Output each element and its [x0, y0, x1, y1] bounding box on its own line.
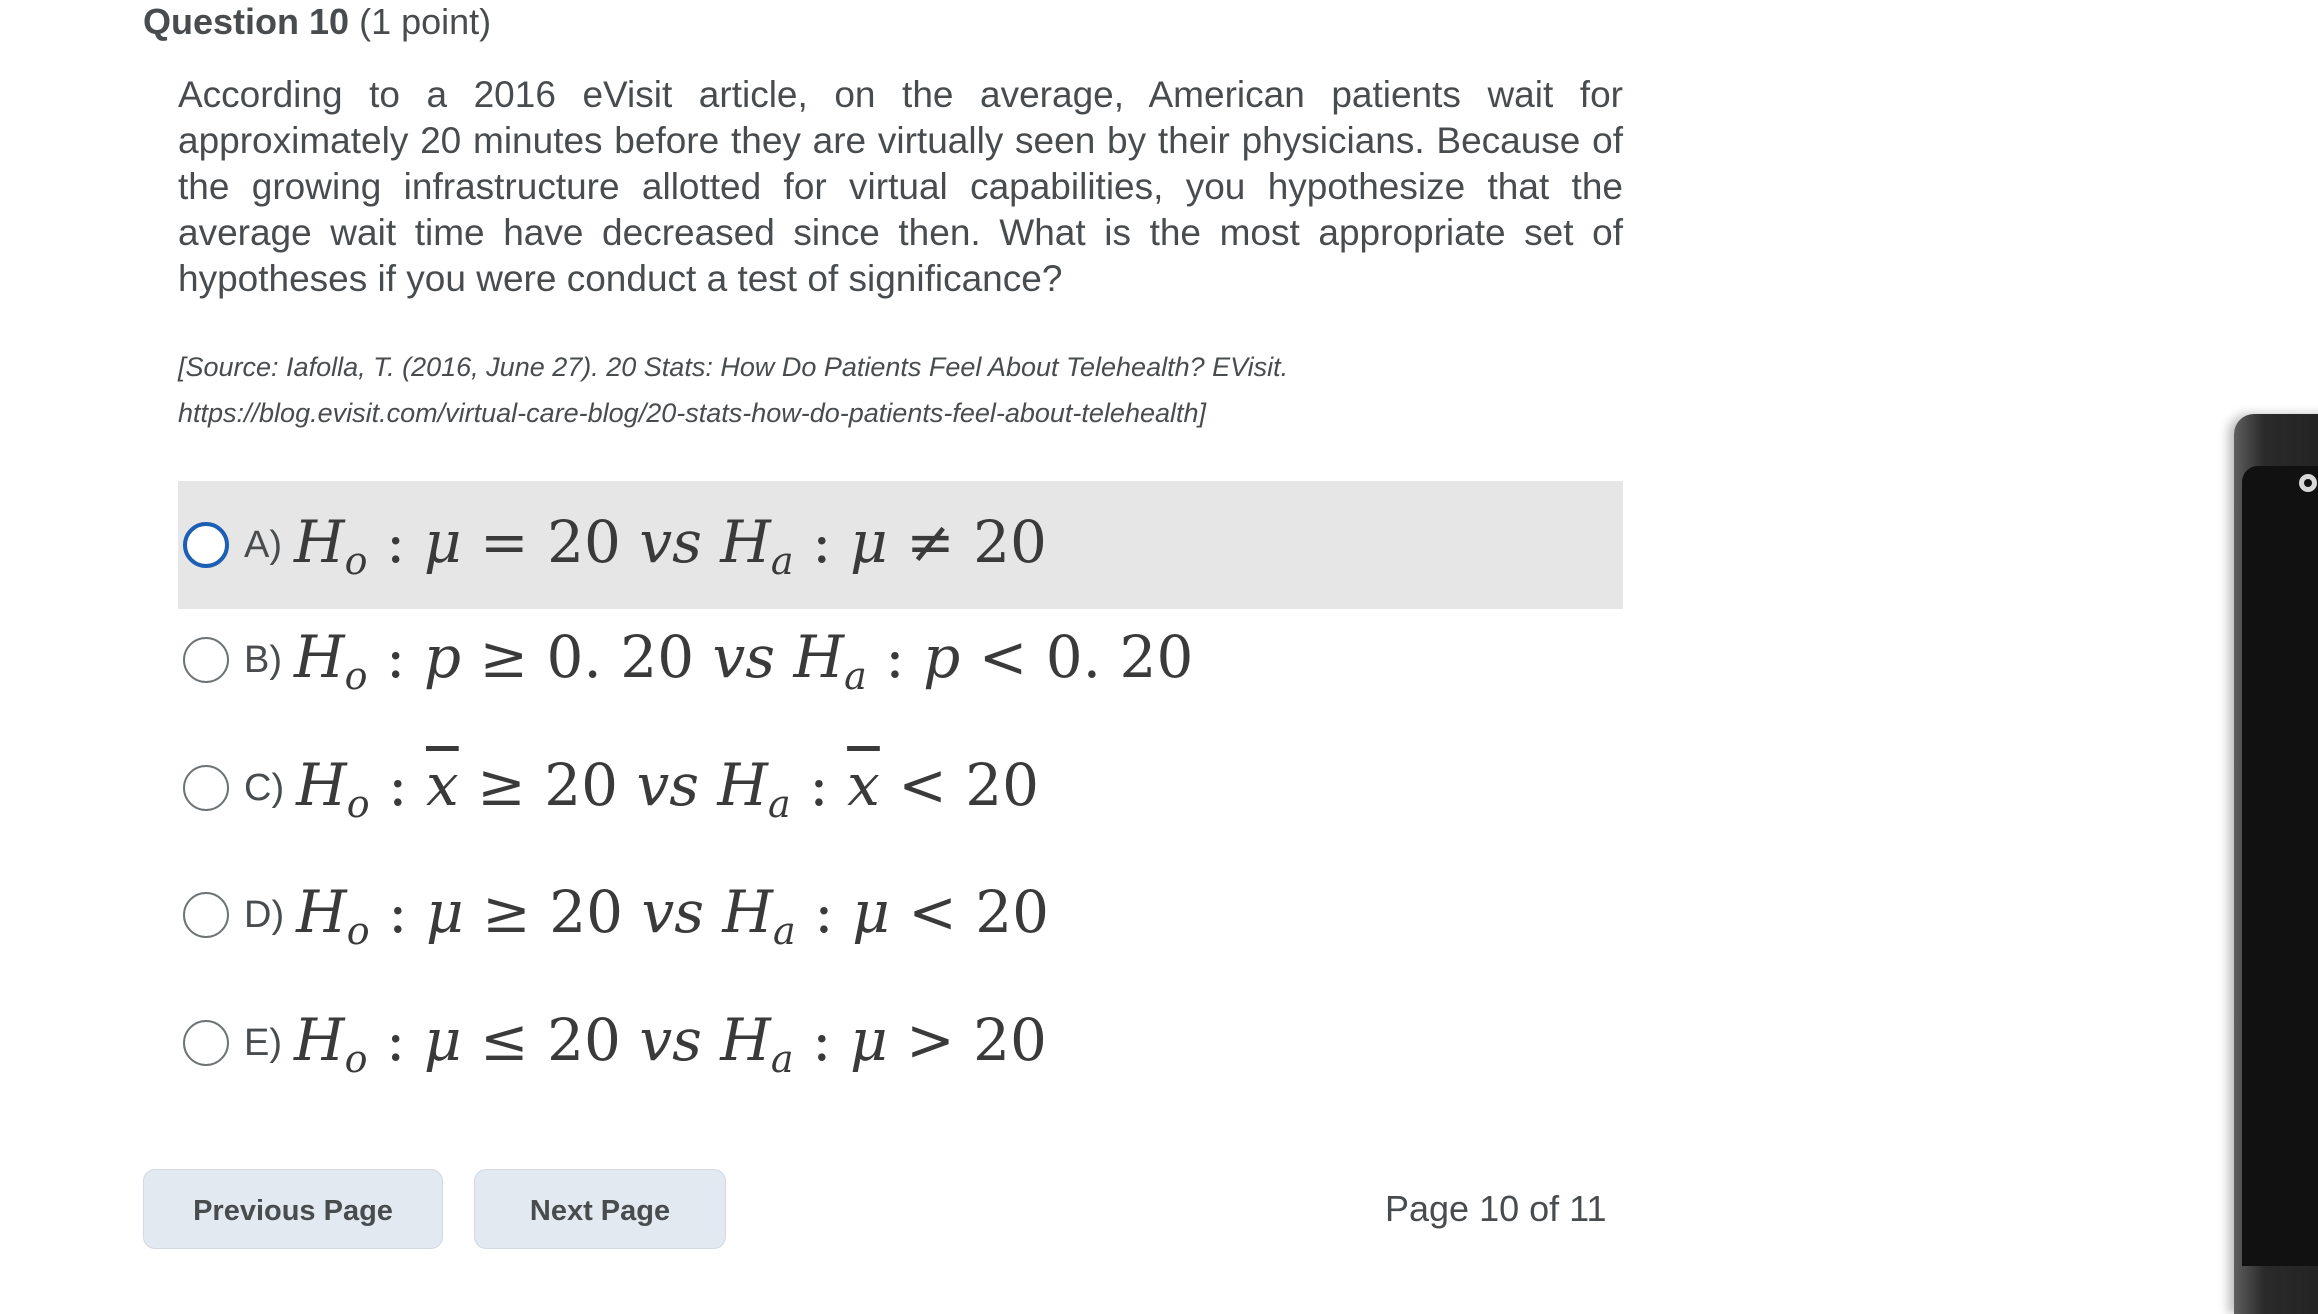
- answer-option-e[interactable]: [178, 979, 1623, 1107]
- option-letter: C): [244, 766, 285, 809]
- answer-option-c[interactable]: [178, 724, 1623, 852]
- previous-page-button[interactable]: Previous Page: [143, 1169, 443, 1249]
- answer-option-a[interactable]: [178, 481, 1623, 609]
- option-letter: B): [244, 638, 282, 681]
- radio-button-d[interactable]: [183, 892, 229, 938]
- radio-button-c[interactable]: [183, 765, 229, 811]
- option-formula: $H_o$ : μ = 20 vs $H_a$ : μ ≠ 20: [294, 507, 1047, 583]
- option-letter: A): [244, 523, 282, 566]
- question-points: (1 point): [359, 1, 492, 42]
- side-panel-indicator-icon: [2299, 474, 2317, 492]
- option-formula: $H_o$ : p ≥ 0. 20 vs $H_a$ : p < 0. 20: [294, 622, 1194, 698]
- answer-option-d[interactable]: [178, 851, 1623, 979]
- option-formula: $H_o$ : μ ≥ 20 vs $H_a$ : μ < 20: [296, 877, 1050, 953]
- question-prompt: According to a 2016 eVisit article, on the average, American patients wait for approximately 20 minutes before they are virtually seen by their physicians. Because of the growing infrastructure allotted for virtual capabilities, you hypothesize that the average wait time have decreased since then. What is the most appropriate set of hypotheses if you were conduct a test of significance?: [178, 74, 1623, 299]
- question-header: [143, 0, 491, 44]
- option-formula: $H_o$ : μ ≤ 20 vs $H_a$ : μ > 20: [294, 1005, 1047, 1081]
- side-panel-inner: [2242, 466, 2318, 1266]
- question-title: Question 10: [143, 1, 350, 42]
- radio-button-b[interactable]: [183, 637, 229, 683]
- option-letter: D): [244, 893, 285, 936]
- source-text: [Source: Iafolla, T. (2016, June 27). 20 Stats: How Do Patients Feel About Telehealth? EVisit.: [178, 352, 1289, 382]
- option-formula: $H_o$ : $\overline{x} \ge 20$ vs $H_a$ : $\overline{x} < 20$: [296, 750, 1040, 826]
- option-letter: E): [244, 1021, 282, 1064]
- radio-button-a[interactable]: [183, 522, 229, 568]
- page-indicator: Page 10 of 11: [1385, 1188, 1607, 1229]
- next-page-button[interactable]: Next Page: [474, 1169, 726, 1249]
- source-citation: [178, 344, 1623, 436]
- radio-button-e[interactable]: [183, 1020, 229, 1066]
- answer-option-b[interactable]: [178, 596, 1623, 724]
- source-url: https://blog.evisit.com/virtual-care-blog/20-stats-how-do-patients-feel-about-telehealth]: [178, 398, 1207, 428]
